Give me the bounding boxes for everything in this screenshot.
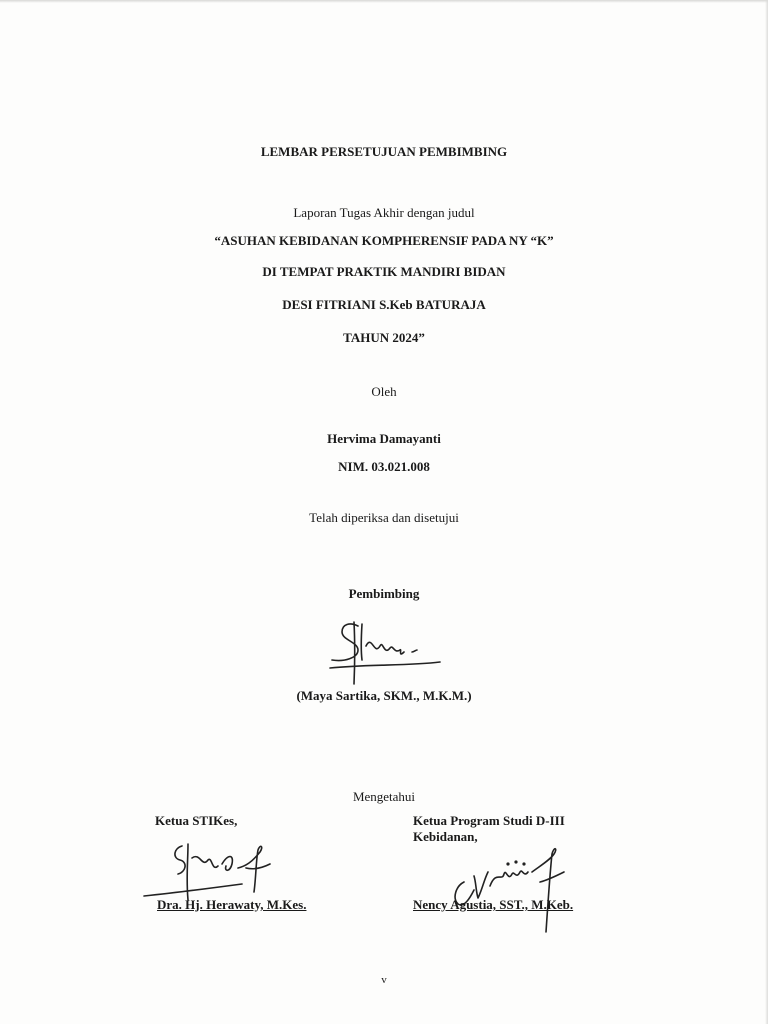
right-signatory-name: Nency Agustia, SST., M.Keb. [413,897,574,912]
right-signatory-role-line1: Ketua Program Studi D-III [413,813,565,828]
author-nim: NIM. 03.021.008 [338,459,430,474]
by-label: Oleh [371,384,397,399]
scan-edge-top [0,0,768,3]
left-signatory-name: Dra. Hj. Herawaty, M.Kes. [157,897,307,912]
document-heading: LEMBAR PERSETUJUAN PEMBIMBING [260,144,508,159]
title-line-4: TAHUN 2024” [343,330,425,345]
left-signatory-role: Ketua STIKes, [155,813,238,828]
title-line-1: “ASUHAN KEBIDANAN KOMPHERENSIF PADA NY “K” [214,233,554,248]
supervisor-role: Pembimbing [348,586,420,601]
title-line-3: DESI FITRIANI S.Keb BATURAJA [282,297,486,312]
title-line-2: DI TEMPAT PRAKTIK MANDIRI BIDAN [262,264,506,279]
approval-text: Telah diperiksa dan disetujui [309,510,459,525]
page-number: v [381,974,387,986]
supervisor-name: (Maya Sartika, SKM., M.K.M.) [296,688,472,703]
author-name: Hervima Damayanti [327,431,441,446]
intro-text: Laporan Tugas Akhir dengan judul [293,205,475,220]
right-signatory-signature [450,842,580,934]
acknowledged-label: Mengetahui [352,789,416,804]
right-signatory-role-line2: Kebidanan, [413,829,478,844]
supervisor-signature [328,612,448,692]
